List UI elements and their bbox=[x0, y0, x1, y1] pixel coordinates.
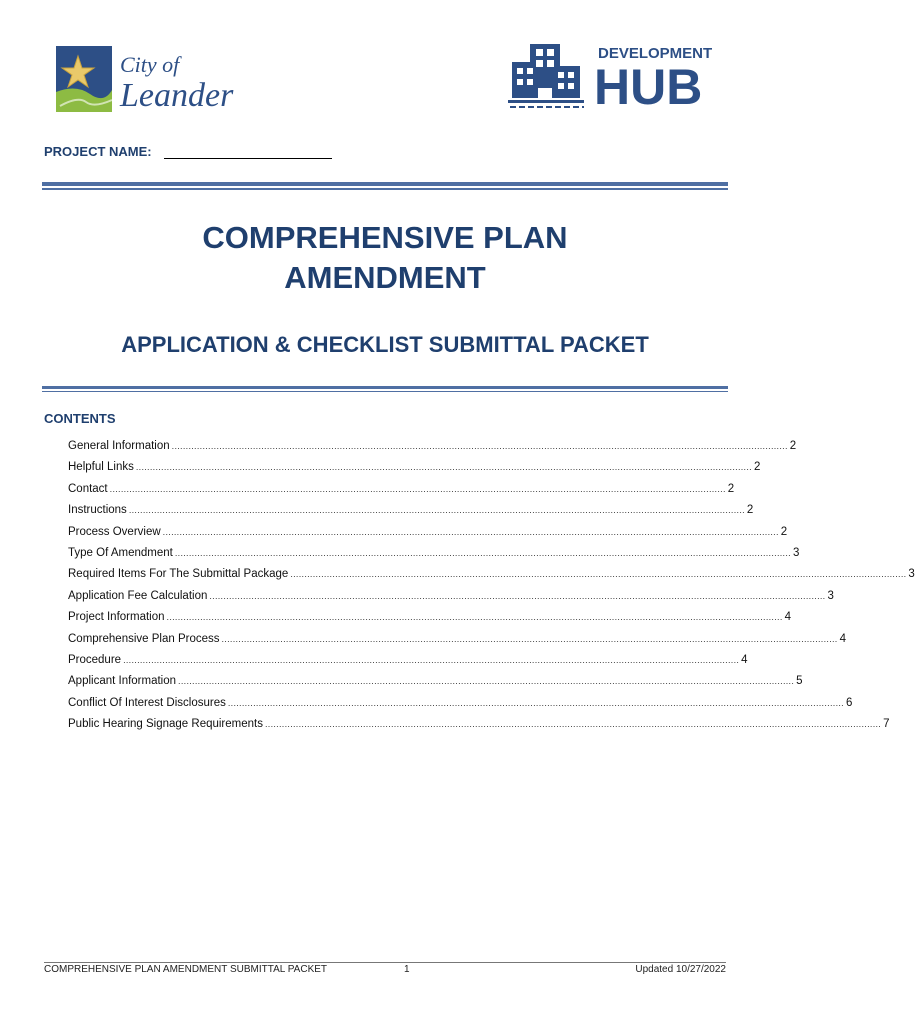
toc-entry-page: 2 bbox=[789, 440, 797, 452]
footer-document-name: COMPREHENSIVE PLAN AMENDMENT SUBMITTAL PACKET bbox=[44, 964, 328, 975]
toc-entry[interactable] bbox=[68, 568, 915, 589]
toc-leader-dots: ............................................................................................................................................................................................................................ bbox=[178, 676, 795, 687]
toc-entry[interactable] bbox=[68, 504, 754, 525]
toc-entry-page: 3 bbox=[827, 589, 834, 602]
toc-entry-page: 4 bbox=[741, 653, 748, 666]
toc-leader-dots: ............................................................................................................................................................................................................................ bbox=[221, 633, 838, 644]
project-name-row bbox=[44, 144, 332, 159]
table-of-contents bbox=[68, 440, 915, 739]
toc-leader-dots: ............................................................................................................................................................................................................................ bbox=[174, 547, 791, 558]
toc-entry-page: 4 bbox=[784, 611, 792, 624]
development-hub-logo bbox=[506, 40, 713, 115]
header-divider bbox=[42, 182, 728, 190]
toc-leader-dots: ............................................................................................................................................................................................................................ bbox=[171, 441, 788, 451]
toc-entry-label: Public Hearing Signage Requirements bbox=[68, 718, 263, 731]
toc-entry-page: 7 bbox=[883, 718, 890, 731]
document-title bbox=[0, 218, 770, 298]
toc-leader-dots: ............................................................................................................................................................................................................................ bbox=[162, 526, 779, 537]
svg-text:Leander: Leander bbox=[120, 77, 234, 114]
toc-leader-dots: ............................................................................................................................................................................................................................ bbox=[290, 569, 907, 580]
toc-leader-dots: ............................................................................................................................................................................................................................ bbox=[128, 505, 745, 516]
svg-text:City of: City of bbox=[120, 52, 180, 77]
toc-leader-dots: ............................................................................................................................................................................................................................ bbox=[209, 590, 826, 601]
toc-leader-dots: ............................................................................................................................................................................................................................ bbox=[166, 612, 783, 623]
contents-divider bbox=[42, 386, 728, 392]
document-subtitle: APPLICATION & CHECKLIST SUBMITTAL PACKET bbox=[121, 332, 649, 357]
toc-entry-page: 5 bbox=[796, 675, 803, 688]
toc-entry-label: Procedure bbox=[68, 653, 122, 666]
project-name-field[interactable] bbox=[164, 144, 332, 159]
toc-entry-label: Required Items For The Submittal Package bbox=[68, 568, 289, 581]
toc-entry-label: Helpful Links bbox=[68, 461, 134, 474]
toc-entry-label: Project Information bbox=[68, 611, 165, 624]
title-line-1: COMPREHENSIVE PLAN bbox=[202, 220, 568, 255]
toc-entry[interactable] bbox=[68, 546, 800, 568]
toc-entry[interactable] bbox=[68, 675, 803, 696]
toc-entry[interactable] bbox=[68, 653, 748, 675]
footer-divider bbox=[44, 962, 726, 963]
toc-entry-page: 3 bbox=[908, 568, 915, 581]
toc-leader-dots: ............................................................................................................................................................................................................................ bbox=[135, 462, 752, 473]
svg-text:HUB: HUB bbox=[594, 59, 703, 115]
toc-entry[interactable] bbox=[68, 461, 761, 482]
toc-entry[interactable] bbox=[68, 482, 735, 504]
title-line-2: AMENDMENT bbox=[284, 260, 486, 295]
toc-entry-label: Comprehensive Plan Process bbox=[68, 632, 220, 645]
toc-entry-page: 2 bbox=[727, 482, 735, 495]
toc-entry[interactable] bbox=[68, 632, 847, 654]
toc-entry-page: 2 bbox=[780, 525, 788, 538]
city-of-leander-logo bbox=[56, 44, 256, 114]
toc-entry[interactable] bbox=[68, 718, 890, 739]
toc-entry-page: 4 bbox=[839, 632, 847, 645]
toc-leader-dots: ............................................................................................................................................................................................................................ bbox=[264, 719, 882, 730]
toc-entry-page: 3 bbox=[792, 546, 800, 559]
project-name-label: PROJECT NAME: bbox=[44, 144, 152, 159]
toc-entry-page: 2 bbox=[753, 461, 761, 474]
toc-leader-dots: ............................................................................................................................................................................................................................ bbox=[227, 697, 844, 708]
footer-updated-date: Updated 10/27/2022 bbox=[635, 964, 726, 975]
toc-entry[interactable] bbox=[68, 525, 788, 547]
toc-entry-label: Contact bbox=[68, 482, 108, 495]
toc-entry-label: Process Overview bbox=[68, 525, 161, 538]
toc-entry-label: Applicant Information bbox=[68, 675, 177, 688]
toc-entry[interactable] bbox=[68, 589, 834, 611]
toc-entry-page: 6 bbox=[845, 696, 853, 709]
toc-entry-label: Instructions bbox=[68, 504, 127, 517]
toc-entry-page: 2 bbox=[746, 504, 754, 517]
toc-entry[interactable] bbox=[68, 696, 853, 718]
toc-entry[interactable] bbox=[68, 611, 792, 632]
toc-entry-label: Conflict Of Interest Disclosures bbox=[68, 696, 226, 709]
toc-leader-dots: ............................................................................................................................................................................................................................ bbox=[109, 483, 726, 494]
toc-entry-label: Type Of Amendment bbox=[68, 546, 173, 559]
toc-entry-label: General Information bbox=[68, 440, 170, 452]
toc-leader-dots: ............................................................................................................................................................................................................................ bbox=[123, 654, 740, 665]
toc-entry-label: Application Fee Calculation bbox=[68, 589, 208, 602]
svg-text:DEVELOPMENT: DEVELOPMENT bbox=[598, 45, 713, 62]
toc-entry[interactable] bbox=[68, 440, 797, 461]
footer-page-number: 1 bbox=[404, 964, 410, 975]
contents-heading: CONTENTS bbox=[44, 411, 116, 426]
